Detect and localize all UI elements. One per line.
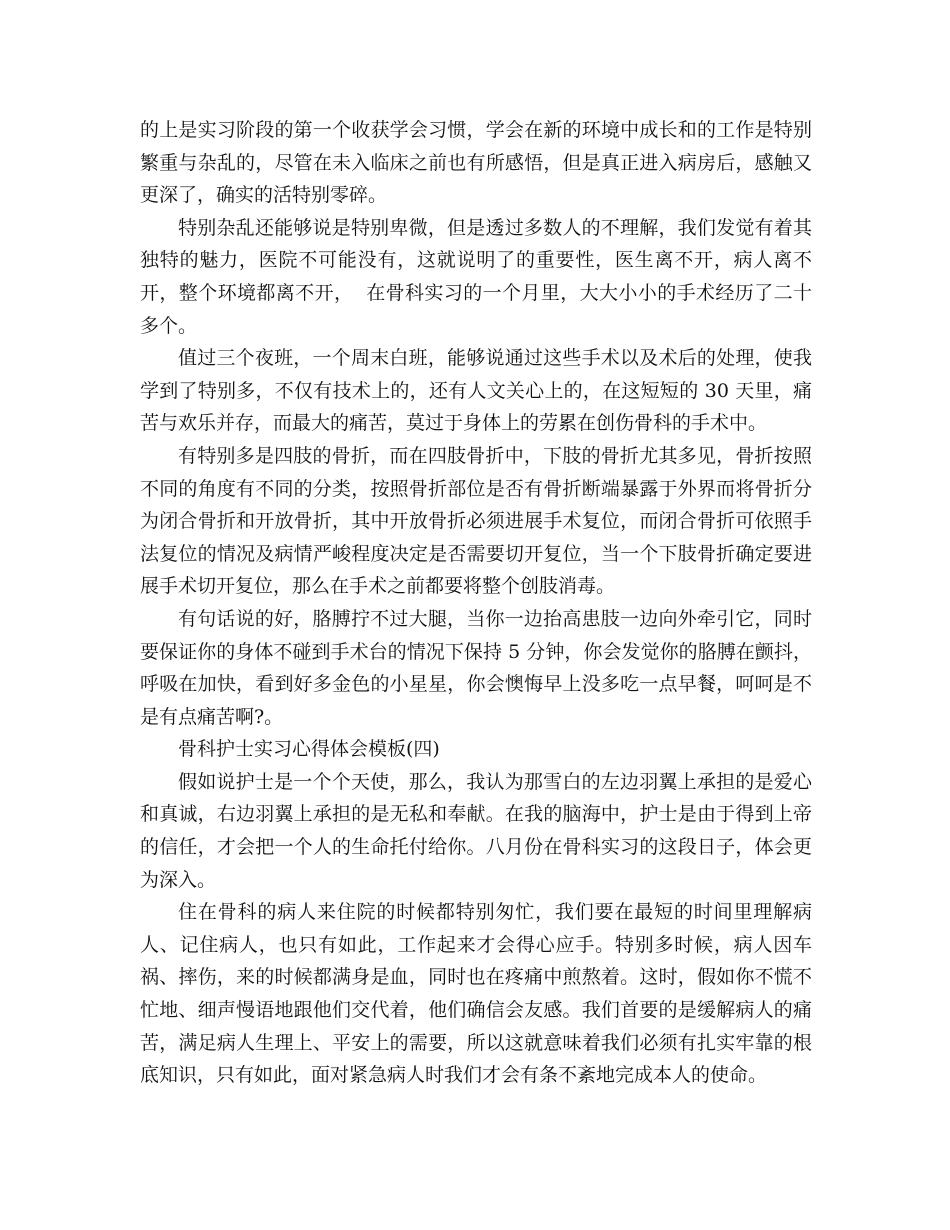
paragraph: 假如说护士是一个个天使，那么，我认为那雪白的左边羽翼上承担的是爱心和真诚，右边羽翼上承担的是无私和奉献。在我的脑海中，护士是由于得到上帝的信任，才会把一个人的生命托付给你。八月份在骨科实习的这段日子，体会更为深入。: [140, 770, 812, 891]
paragraph: 值过三个夜班，一个周末白班，能够说通过这些手术以及术后的处理，使我学到了特别多，不仅有技术上的，还有人文关心上的，在这短短的 30 天里，痛苦与欢乐并存，而最大的痛苦，莫过于身体上的劳累在创伤骨科的手术中。: [140, 347, 812, 435]
section-heading: 骨科护士实习心得体会模板(四): [178, 738, 440, 761]
paragraph: 有特别多是四肢的骨折，而在四肢骨折中，下肢的骨折尤其多见，骨折按照不同的角度有不同的分类，按照骨折部位是否有骨折断端暴露于外界而将骨折分为闭合骨折和开放骨折，其中开放骨折必须进展手术复位，而闭合骨折可依照手法复位的情况及病情严峻程度决定是否需要切开复位，当一个下肢骨折确定要进展手术切开复位，那么在手术之前都要将整个创肢消毒。: [140, 444, 812, 598]
paragraph-continuation: 的上是实习阶段的第一个收获学会习惯，学会在新的环境中成长和的工作是特别繁重与杂乱的，尽管在未入临床之前也有所感悟，但是真正进入病房后，感触又更深了，确实的活特别零碎。: [140, 119, 812, 207]
paragraph: 有句话说的好，胳膊拧不过大腿，当你一边抬高患肢一边向外牵引它，同时要保证你的身体不碰到手术台的情况下保持 5 分钟，你会发觉你的胳膊在颤抖，呼吸在加快，看到好多金色的小星星，你会懊悔早上没多吃一点早餐，呵呵是不是有点痛苦啊?。: [140, 607, 812, 728]
paragraph: 住在骨科的病人来住院的时候都特别匆忙，我们要在最短的时间里理解病人、记住病人，也只有如此，工作起来才会得心应手。特别多时候，病人因车祸、摔伤，来的时候都满身是血，同时也在疼痛中煎熬着。这时，假如你不慌不忙地、细声慢语地跟他们交代着，他们确信会友感。我们首要的是缓解病人的痛苦，满足病人生理上、平安上的需要，所以这就意味着我们必须有扎实牢靠的根底知识，只有如此，面对紧急病人时我们才会有条不紊地完成本人的使命。: [140, 901, 812, 1087]
paragraph: 特别杂乱还能够说是特别卑微，但是透过多数人的不理解，我们发觉有着其独特的魅力，医院不可能没有，这就说明了的重要性，医生离不开，病人离不开，整个环境都离不开， 在骨科实习的一个月里，大大小小的手术经历了二十多个。: [140, 216, 812, 337]
document-body: [140, 114, 812, 1092]
